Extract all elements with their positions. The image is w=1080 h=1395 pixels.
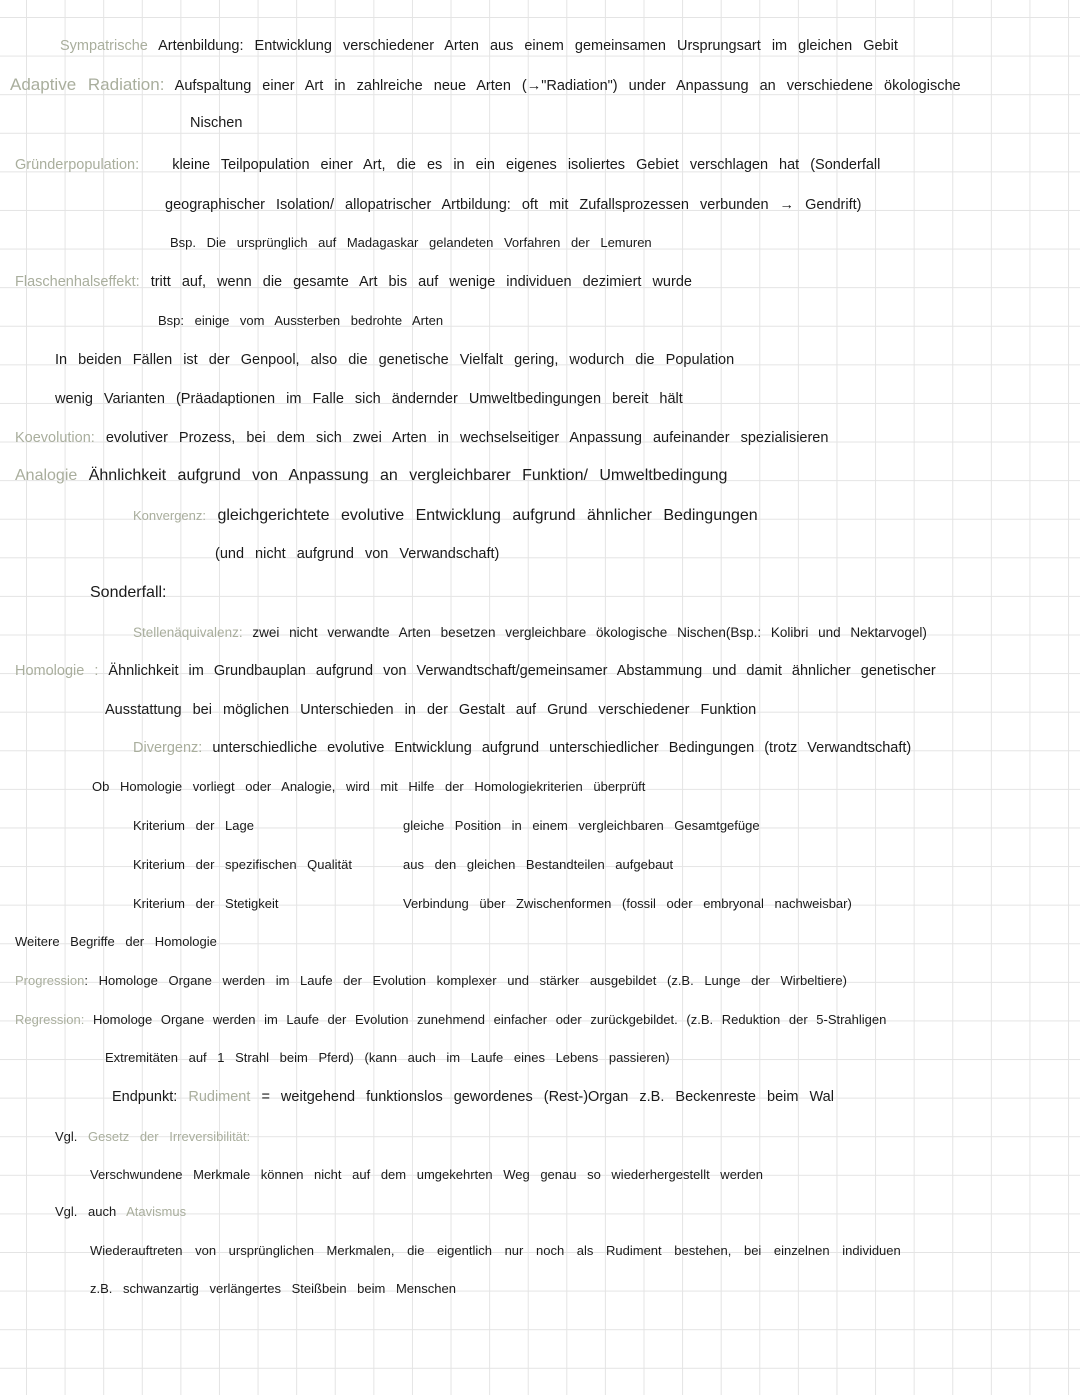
term: Progression [15, 973, 85, 988]
note-line [90, 1241, 901, 1261]
note-line-progression [15, 971, 847, 991]
note-line [90, 1279, 456, 1299]
definition: Extremitäten auf 1 Strahl beim Pferd) (kann auch im Laufe eines Lebens passieren) [105, 1050, 670, 1065]
note-line [55, 389, 683, 409]
definition: unterschiedliche evolutive Entwicklung aufgrund unterschiedlicher Bedingungen (trotz Verwandtschaft) [212, 740, 912, 756]
criterion-name: Kriterium der Stetigkeit [133, 896, 279, 911]
definition: Verschwundene Merkmale können nicht auf dem umgekehrten Weg genau so wiederhergestellt werden [90, 1167, 763, 1182]
definition: kleine Teilpopulation einer Art, die es in ein eigenes isoliertes Gebiet verschlagen hat (Sonderfall [172, 157, 881, 173]
term: Gesetz der Irreversibilität: [88, 1129, 251, 1144]
term: Divergenz: [133, 740, 203, 756]
criterion-name: Kriterium der spezifischen Qualität [133, 857, 352, 872]
note-line-analogie [15, 466, 727, 486]
definition: (und nicht aufgrund von Verwandschaft) [215, 546, 500, 562]
note-line [55, 350, 734, 370]
term: Analogie [15, 467, 78, 484]
note-line [92, 777, 645, 797]
prefix: Endpunkt: [112, 1089, 178, 1105]
definition: Ähnlichkeit im Grundbauplan aufgrund von Verwandtschaft/gemeinsamer Abstammung und damit ähnlicher genetischer [108, 663, 936, 679]
term: Flaschenhalseffekt: [15, 274, 140, 290]
definition: : Homologe Organe werden im Laufe der Evolution komplexer und stärker ausgebildet (z.B. Lunge der Wirbeltiere) [84, 973, 847, 988]
term: Adaptive Radiation: [10, 75, 165, 94]
note-line-irreversibilitaet [55, 1127, 250, 1147]
definition: Bsp. Die ursprünglich auf Madagaskar gelandeten Vorfahren der Lemuren [170, 235, 652, 250]
note-line-gruenderpopulation [15, 155, 880, 175]
note-line [215, 544, 499, 564]
section-heading [15, 932, 217, 952]
definition: z.B. schwanzartig verlängertes Steißbein beim Menschen [90, 1281, 456, 1296]
definition: gleichgerichtete evolutive Entwicklung aufgrund ähnlicher Bedingungen [217, 507, 758, 524]
note-line-rudiment [112, 1087, 834, 1107]
definition: = weitgehend funktionslos gewordenes (Rest-)Organ z.B. Beckenreste beim Wal [261, 1089, 834, 1105]
note-line-atavismus [55, 1202, 186, 1222]
note-line-regression [15, 1010, 886, 1030]
prefix: Vgl. [55, 1129, 78, 1144]
note-line [190, 113, 242, 133]
definition: tritt auf, wenn die gesamte Art bis auf wenige individuen dezimiert wurde [150, 274, 692, 290]
note-line-stellenaequivalenz [133, 623, 927, 643]
prefix: Vgl. auch [55, 1204, 117, 1219]
note-line-koevolution [15, 428, 828, 448]
note-line [105, 1048, 670, 1068]
term: Konvergenz: [133, 508, 206, 523]
note-line [90, 1165, 763, 1185]
term: Rudiment [188, 1089, 251, 1105]
term: Atavismus [126, 1204, 187, 1219]
note-line-homologie [15, 661, 936, 681]
definition: Homologe Organe werden im Laufe der Evolution zunehmend einfacher oder zurückgebildet. (z.B. Reduktion der 5-Strahligen [93, 1012, 887, 1027]
criterion-description: aus den gleichen Bestandteilen aufgebaut [403, 857, 674, 872]
definition: Wiederauftreten von ursprünglichen Merkmalen, die eigentlich nur noch als Rudiment bestehen, bei einzelnen individuen [90, 1243, 901, 1258]
definition: evolutiver Prozess, bei dem sich zwei Arten in wechselseitiger Anpassung aufeinander spezialisieren [105, 430, 829, 446]
definition: Aufspaltung einer Art in zahlreiche neue Arten (→"Radiation") under Anpassung an verschiedene ökologische [174, 78, 961, 94]
criterion-name: Kriterium der Lage [133, 818, 254, 833]
criterion-description: Verbindung über Zwischenformen (fossil oder embryonal nachweisbar) [403, 896, 852, 911]
term: Sympatrische [60, 38, 148, 54]
note-line [105, 700, 756, 720]
note-line-flaschenhalseffekt [15, 272, 692, 292]
term: Regression: [15, 1012, 85, 1027]
definition: Bsp: einige vom Aussterben bedrohte Arten [158, 313, 444, 328]
definition: Artenbildung: Entwicklung verschiedener Arten aus einem gemeinsamen Ursprungsart im gleichen Gebit [158, 38, 898, 54]
definition: zwei nicht verwandte Arten besetzen vergleichbare ökologische Nischen(Bsp.: Kolibri und Nektarvogel) [252, 625, 927, 640]
definition: wenig Varianten (Präadaptionen im Falle sich ändernder Umweltbedingungen bereit hält [55, 391, 683, 407]
note-line-konvergenz [133, 506, 758, 526]
definition: In beiden Fällen ist der Genpool, also die genetische Vielfalt gering, wodurch die Population [55, 352, 735, 368]
definition: Weitere Begriffe der Homologie [15, 934, 217, 949]
note-line-example [170, 233, 652, 253]
note-line-adaptive-radiation [10, 75, 961, 96]
definition: Ähnlichkeit aufgrund von Anpassung an vergleichbarer Funktion/ Umweltbedingung [88, 467, 728, 484]
note-line-sonderfall [90, 583, 167, 603]
definition: Sonderfall: [90, 584, 167, 601]
term: Koevolution: [15, 430, 95, 446]
definition: Ausstattung bei möglichen Unterschieden in der Gestalt auf Grund verschiedener Funktion [105, 702, 757, 718]
definition: Ob Homologie vorliegt oder Analogie, wird mit Hilfe der Homologiekriterien überprüft [92, 779, 646, 794]
term: Stellenäquivalenz: [133, 625, 243, 640]
note-line [165, 195, 862, 215]
note-line-sympatrische [60, 36, 898, 56]
definition: Nischen [190, 115, 243, 131]
term: Homologie : [15, 663, 99, 679]
note-line-divergenz [133, 738, 911, 758]
term: Gründerpopulation: [15, 157, 140, 173]
criterion-description: gleiche Position in einem vergleichbaren Gesamtgefüge [403, 818, 760, 833]
note-line-example [158, 311, 443, 331]
definition: geographischer Isolation/ allopatrischer Artbildung: oft mit Zufallsprozessen verbunden → Gendrift) [165, 197, 862, 213]
